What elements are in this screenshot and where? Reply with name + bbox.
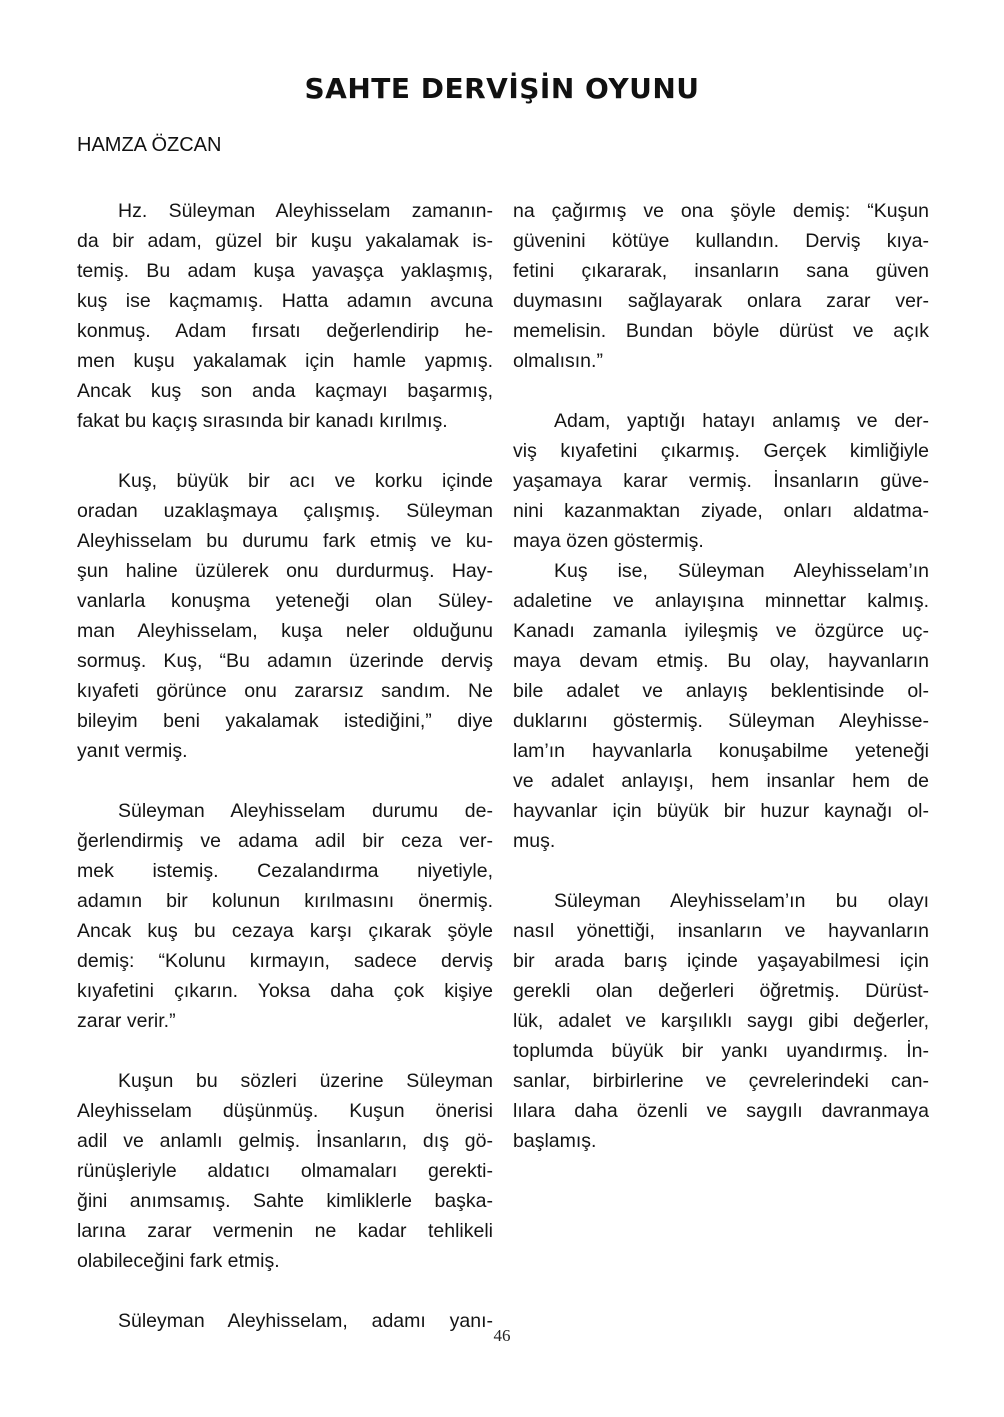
- text-line: rünüşleriyle aldatıcı olmamaları gerekti-: [77, 1160, 493, 1182]
- paragraph-gap: [77, 1036, 493, 1066]
- text-line: man Aleyhisselam, kuşa neler olduğunu: [77, 620, 493, 642]
- text-line: zarar verir.”: [77, 1010, 176, 1032]
- text-line: olmalısın.”: [513, 350, 603, 372]
- text-line: adamın bir kolunun kırılmasını önermiş.: [77, 890, 493, 912]
- text-line: Hz. Süleyman Aleyhisselam zamanın-: [118, 200, 493, 222]
- article-title: SAHTE DERVİŞİN OYUNU: [304, 72, 700, 105]
- paragraph: [77, 196, 493, 436]
- text-line: na çağırmış ve ona şöyle demiş: “Kuşun: [513, 200, 929, 222]
- paragraph: [77, 466, 493, 766]
- text-line: kıyafetini çıkarın. Yoksa daha çok kişiye: [77, 980, 493, 1002]
- text-line: memelisin. Bundan böyle dürüst ve açık: [513, 320, 929, 342]
- text-line: Ancak kuş son anda kaçmayı başarmış,: [77, 380, 493, 402]
- text-line: ğerlendirmiş ve adama adil bir ceza ver-: [77, 830, 493, 852]
- article-author: HAMZA ÖZCAN: [77, 134, 222, 156]
- text-line: olabileceğini fark etmiş.: [77, 1250, 280, 1272]
- paragraph-gap: [77, 766, 493, 796]
- text-line: fakat bu kaçış sırasında bir kanadı kırılmış.: [77, 410, 448, 432]
- text-line: yaşamaya karar vermiş. İnsanların güve-: [513, 470, 929, 492]
- text-line: toplumda büyük bir yankı uyandırmış. İn-: [513, 1040, 929, 1062]
- text-line: oradan uzaklaşmaya çalışmış. Süleyman: [77, 500, 493, 522]
- text-line: Kanadı zamanla iyileşmiş ve özgürce uç-: [513, 620, 929, 642]
- text-line: nini kazanmaktan ziyade, onları aldatma-: [513, 500, 929, 522]
- paragraph-gap: [77, 1276, 493, 1306]
- text-line: Süleyman Aleyhisselam’ın bu olayı: [554, 890, 929, 912]
- text-line: hayvanlar için büyük bir huzur kaynağı ol-: [513, 800, 929, 822]
- paragraph-gap: [513, 376, 929, 406]
- text-line: fetini çıkararak, insanların sana güven: [513, 260, 929, 282]
- page-number: 46: [493, 1326, 511, 1345]
- left-column: [77, 196, 493, 1336]
- text-line: mek istemiş. Cezalandırma niyetiyle,: [77, 860, 493, 882]
- text-line: Kuşun bu sözleri üzerine Süleyman: [118, 1070, 493, 1092]
- text-line: Süleyman Aleyhisselam durumu de-: [118, 800, 493, 822]
- text-line: Süleyman Aleyhisselam, adamı yanı-: [118, 1310, 493, 1332]
- text-line: Kuş, büyük bir acı ve korku içinde: [118, 470, 493, 492]
- text-line: kuş ise kaçmamış. Hatta adamın avcuna: [77, 290, 493, 312]
- text-line: da bir adam, güzel bir kuşu yakalamak is-: [77, 230, 493, 252]
- text-line: konmuş. Adam fırsatı değerlendirip he-: [77, 320, 493, 342]
- text-line: ve adalet anlayışı, hem insanlar hem de: [513, 770, 929, 792]
- text-line: sanlar, birbirlerine ve çevrelerindeki can-: [513, 1070, 929, 1092]
- paragraph-gap: [513, 856, 929, 886]
- text-line: demiş: “Kolunu kırmayın, sadece derviş: [77, 950, 493, 972]
- text-line: bir arada barış içinde yaşayabilmesi için: [513, 950, 929, 972]
- text-line: Kuş ise, Süleyman Aleyhisselam’ın: [554, 560, 929, 582]
- text-line: sormuş. Kuş, “Bu adamın üzerinde derviş: [77, 650, 493, 672]
- text-line: adaletine ve anlayışına minnettar kalmış.: [513, 590, 929, 612]
- text-line: duymasını sağlayarak onlara zarar ver-: [513, 290, 929, 312]
- text-line: şun haline üzülerek onu durdurmuş. Hay-: [77, 560, 493, 582]
- text-line: ğini anımsamış. Sahte kimliklerle başka-: [77, 1190, 493, 1212]
- text-line: adil ve anlamlı gelmiş. İnsanların, dış gö-: [77, 1130, 493, 1152]
- text-line: viş kıyafetini çıkarmış. Gerçek kimliğiyle: [513, 440, 929, 462]
- text-line: gerekli olan değerleri öğretmiş. Dürüst-: [513, 980, 929, 1002]
- text-line: Ancak kuş bu cezaya karşı çıkarak şöyle: [77, 920, 493, 942]
- text-line: Adam, yaptığı hatayı anlamış ve der-: [554, 410, 929, 432]
- text-line: bile adalet ve anlayış beklentisinde ol-: [513, 680, 929, 702]
- text-line: Aleyhisselam bu durumu fark etmiş ve ku-: [77, 530, 493, 552]
- text-line: Aleyhisselam düşünmüş. Kuşun önerisi: [77, 1100, 493, 1122]
- text-line: lam’ın hayvanlarla konuşabilme yeteneği: [513, 740, 929, 762]
- text-line: temiş. Bu adam kuşa yavaşça yaklaşmış,: [77, 260, 493, 282]
- paragraph: [77, 796, 493, 1036]
- paragraph: [513, 406, 929, 556]
- text-line: güvenini kötüye kullandın. Derviş kıya-: [513, 230, 929, 252]
- paragraph: [513, 556, 929, 856]
- text-line: duklarını göstermiş. Süleyman Aleyhisse-: [513, 710, 929, 732]
- paragraph: [513, 886, 929, 1156]
- paragraph-gap: [77, 436, 493, 466]
- text-line: yanıt vermiş.: [77, 740, 188, 762]
- text-line: bileyim beni yakalamak istediğini,” diye: [77, 710, 493, 732]
- text-line: lük, adalet ve karşılıklı saygı gibi değerler,: [513, 1010, 929, 1032]
- paragraph: [513, 196, 929, 376]
- paragraph: [77, 1066, 493, 1276]
- text-line: lılara daha özenli ve saygılı davranmaya: [513, 1100, 929, 1122]
- text-line: vanlarla konuşma yeteneği olan Süley-: [77, 590, 493, 612]
- text-line: nasıl yönettiği, insanların ve hayvanların: [513, 920, 929, 942]
- right-column: [513, 196, 929, 1156]
- text-line: maya özen göstermiş.: [513, 530, 704, 552]
- text-line: başlamış.: [513, 1130, 597, 1152]
- text-line: kıyafeti görünce onu zararsız sandım. Ne: [77, 680, 493, 702]
- text-line: larına zarar vermenin ne kadar tehlikeli: [77, 1220, 493, 1242]
- text-line: muş.: [513, 830, 556, 852]
- text-line: men kuşu yakalamak için hamle yapmış.: [77, 350, 493, 372]
- text-line: maya devam etmiş. Bu olay, hayvanların: [513, 650, 929, 672]
